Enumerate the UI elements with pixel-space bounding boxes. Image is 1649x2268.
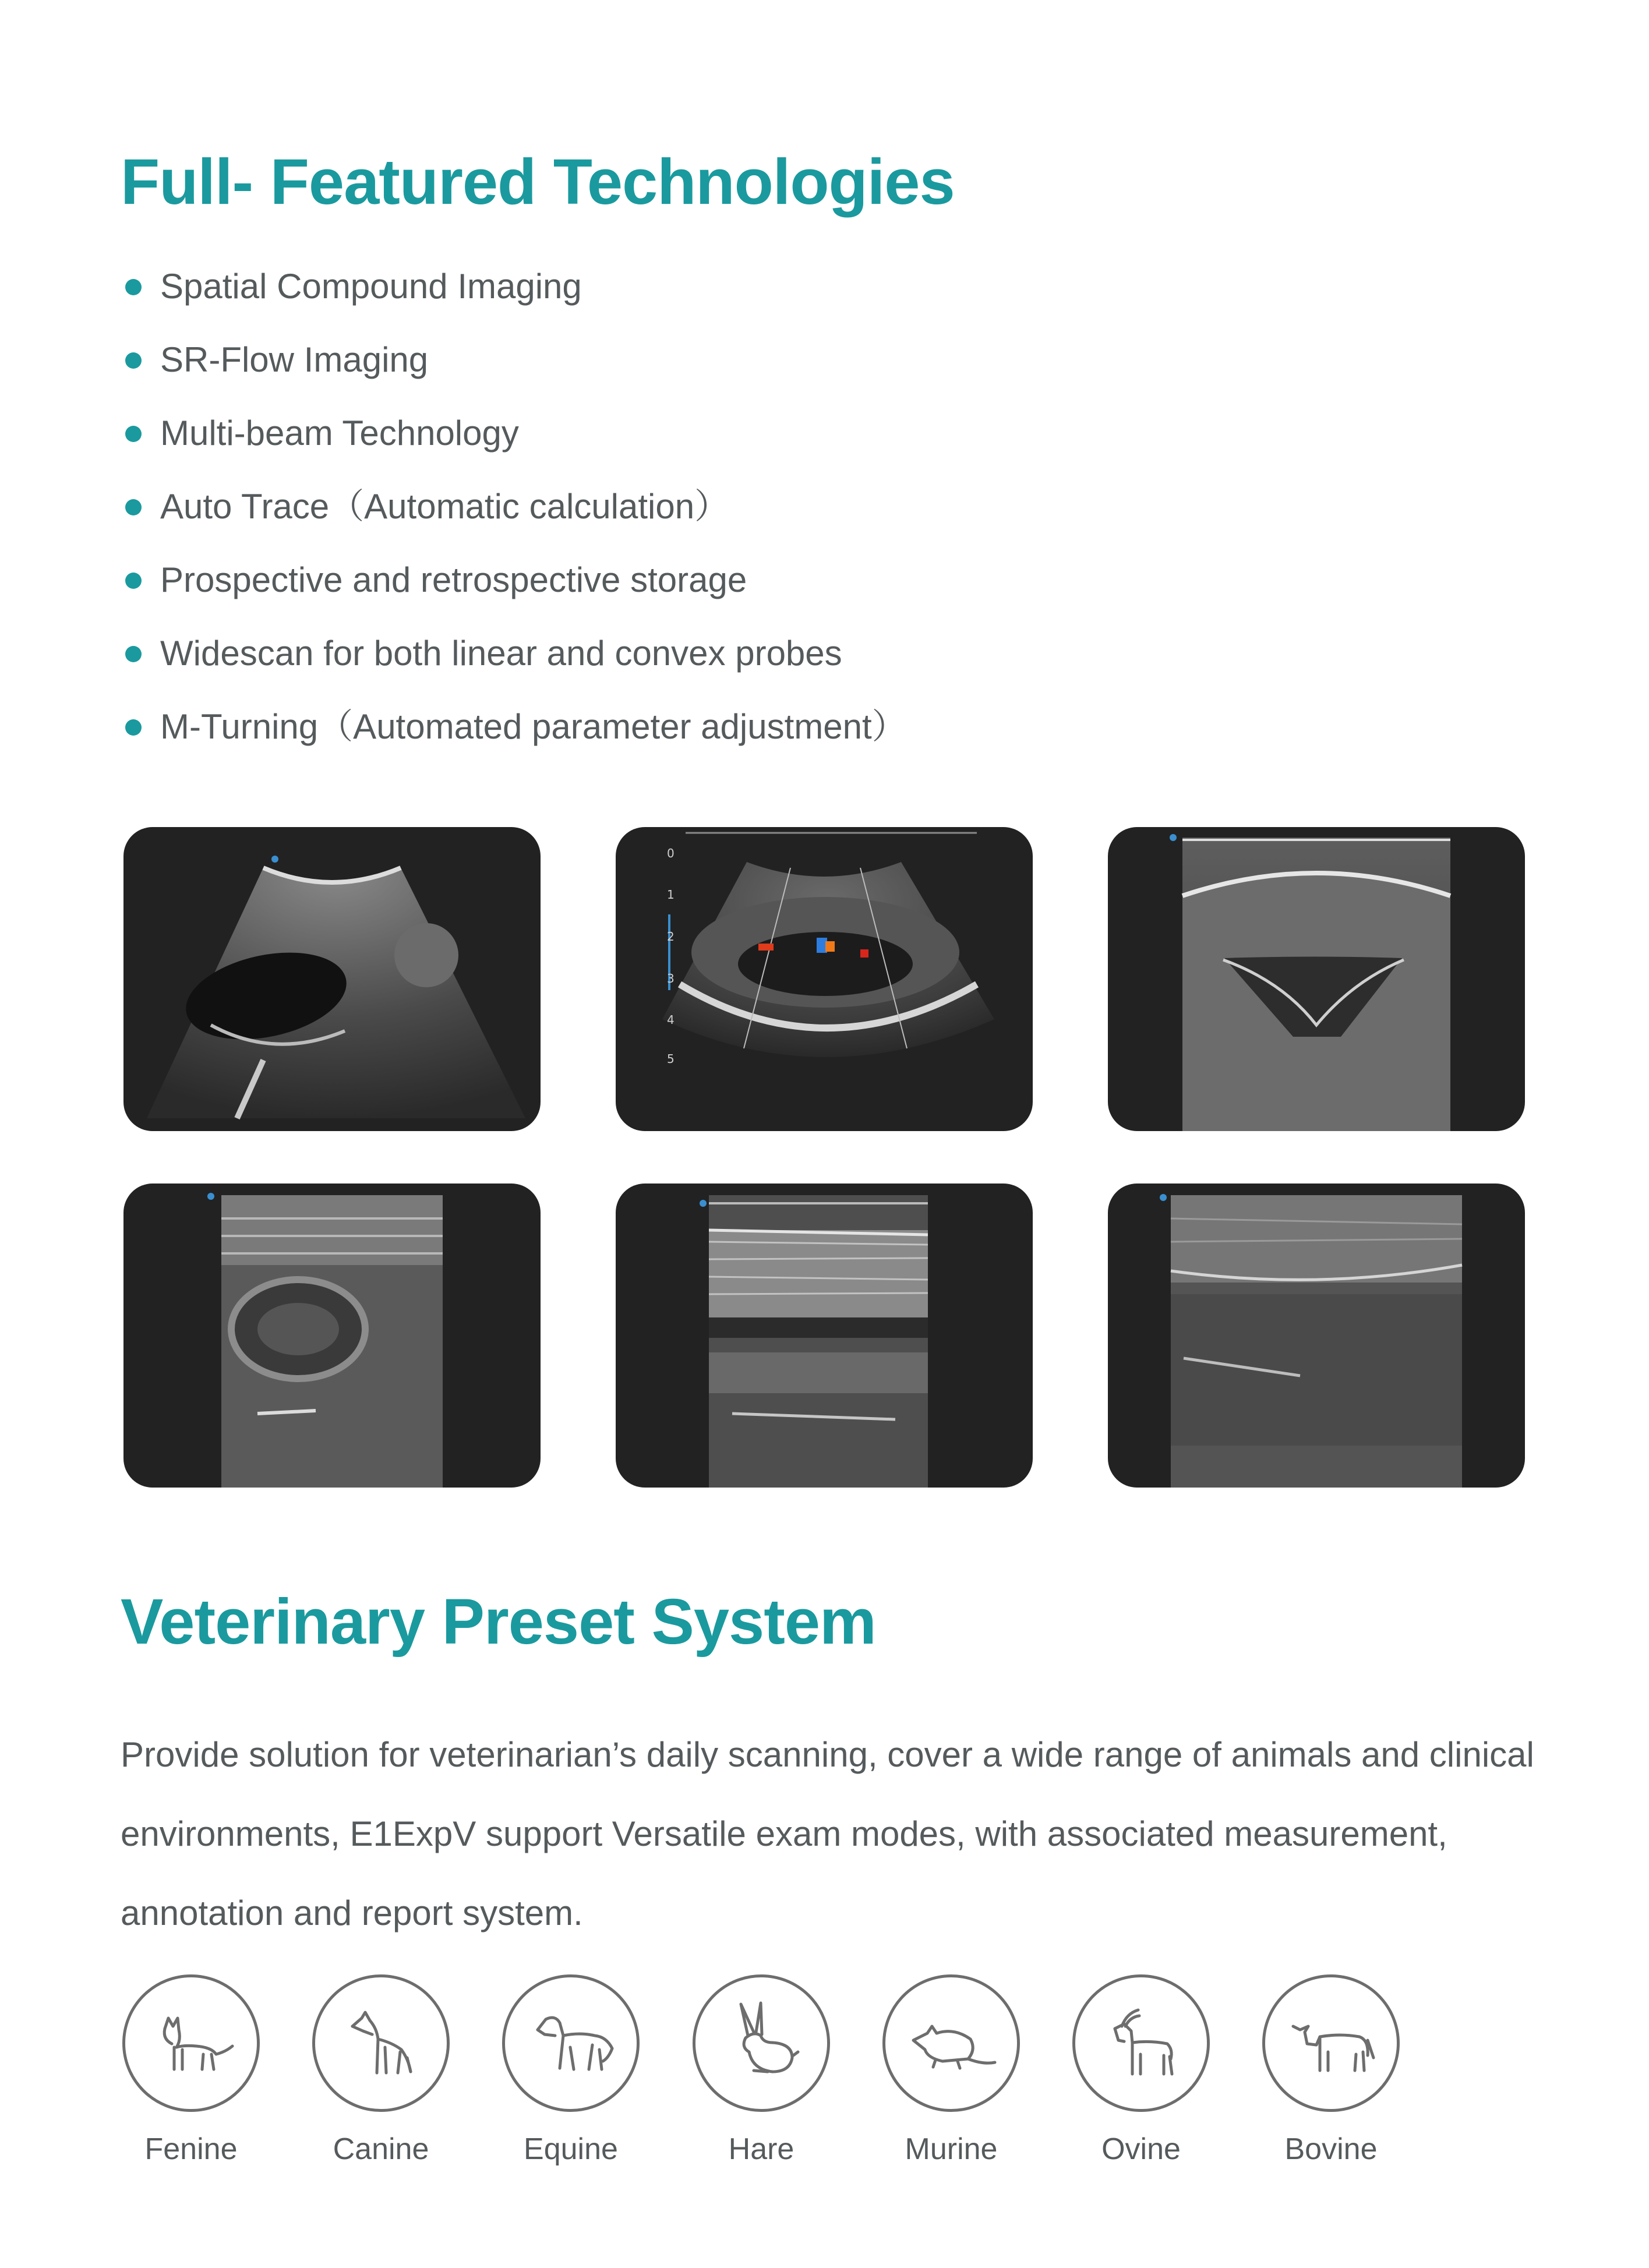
features-title: Full- Featured Technologies [121,146,955,218]
depth-tick: 3 [667,972,675,985]
bullet-icon [125,646,142,662]
cow-icon [1281,1994,1380,2093]
horse-icon [521,1994,620,2093]
ultrasound-image-color-doppler [616,827,1033,1131]
animal-preset-canine: Canine [294,1974,468,2167]
animal-preset-murine: Murine [864,1974,1039,2167]
bullet-icon [125,573,142,589]
bullet-icon [125,499,142,515]
cat-icon [142,1994,241,2093]
animal-preset-hare: Hare [674,1974,849,2167]
rabbit-icon [712,1994,811,2093]
mouse-icon [902,1994,1001,2093]
ultrasound-image-convex-dome [1108,827,1525,1131]
feature-item: Multi-beam Technology [121,409,907,482]
animal-preset-equine: Equine [483,1974,658,2167]
depth-tick: 5 [667,1052,675,1066]
ultrasound-image-linear-organ [123,1184,541,1488]
feature-item: M-Turning（Automated parameter adjustment） [121,702,907,776]
depth-tick: 4 [667,1013,675,1027]
feature-item: SR-Flow Imaging [121,335,907,409]
bullet-icon [125,352,142,369]
ultrasound-image-convex-abdominal [123,827,541,1131]
ultrasound-image-linear-musculoskeletal [1108,1184,1525,1488]
bullet-icon [125,426,142,442]
animal-preset-ovine: Ovine [1054,1974,1228,2167]
depth-tick: 2 [667,930,675,944]
feature-item: Auto Trace（Automatic calculation） [121,482,907,556]
goat-icon [1092,1994,1191,2093]
animal-preset-bovine: Bovine [1244,1974,1418,2167]
feature-item: Spatial Compound Imaging [121,262,907,335]
depth-tick: 1 [667,888,675,902]
feature-item: Widescan for both linear and convex probes [121,629,907,702]
dog-icon [331,1994,430,2093]
feature-item: Prospective and retrospective storage [121,556,907,629]
bullet-icon [125,719,142,736]
features-list [121,262,907,776]
preset-description: Provide solution for veterinarian’s daily scanning, cover a wide range of animals and clinical environments, E1ExpV support Versatile exam modes, with associated measurement, annotation and report system. [121,1735,1534,1933]
depth-tick: 0 [667,846,675,860]
bullet-icon [125,279,142,295]
ultrasound-image-linear-layers [616,1184,1033,1488]
preset-title: Veterinary Preset System [121,1586,876,1658]
animal-preset-fenine: Fenine [104,1974,278,2167]
